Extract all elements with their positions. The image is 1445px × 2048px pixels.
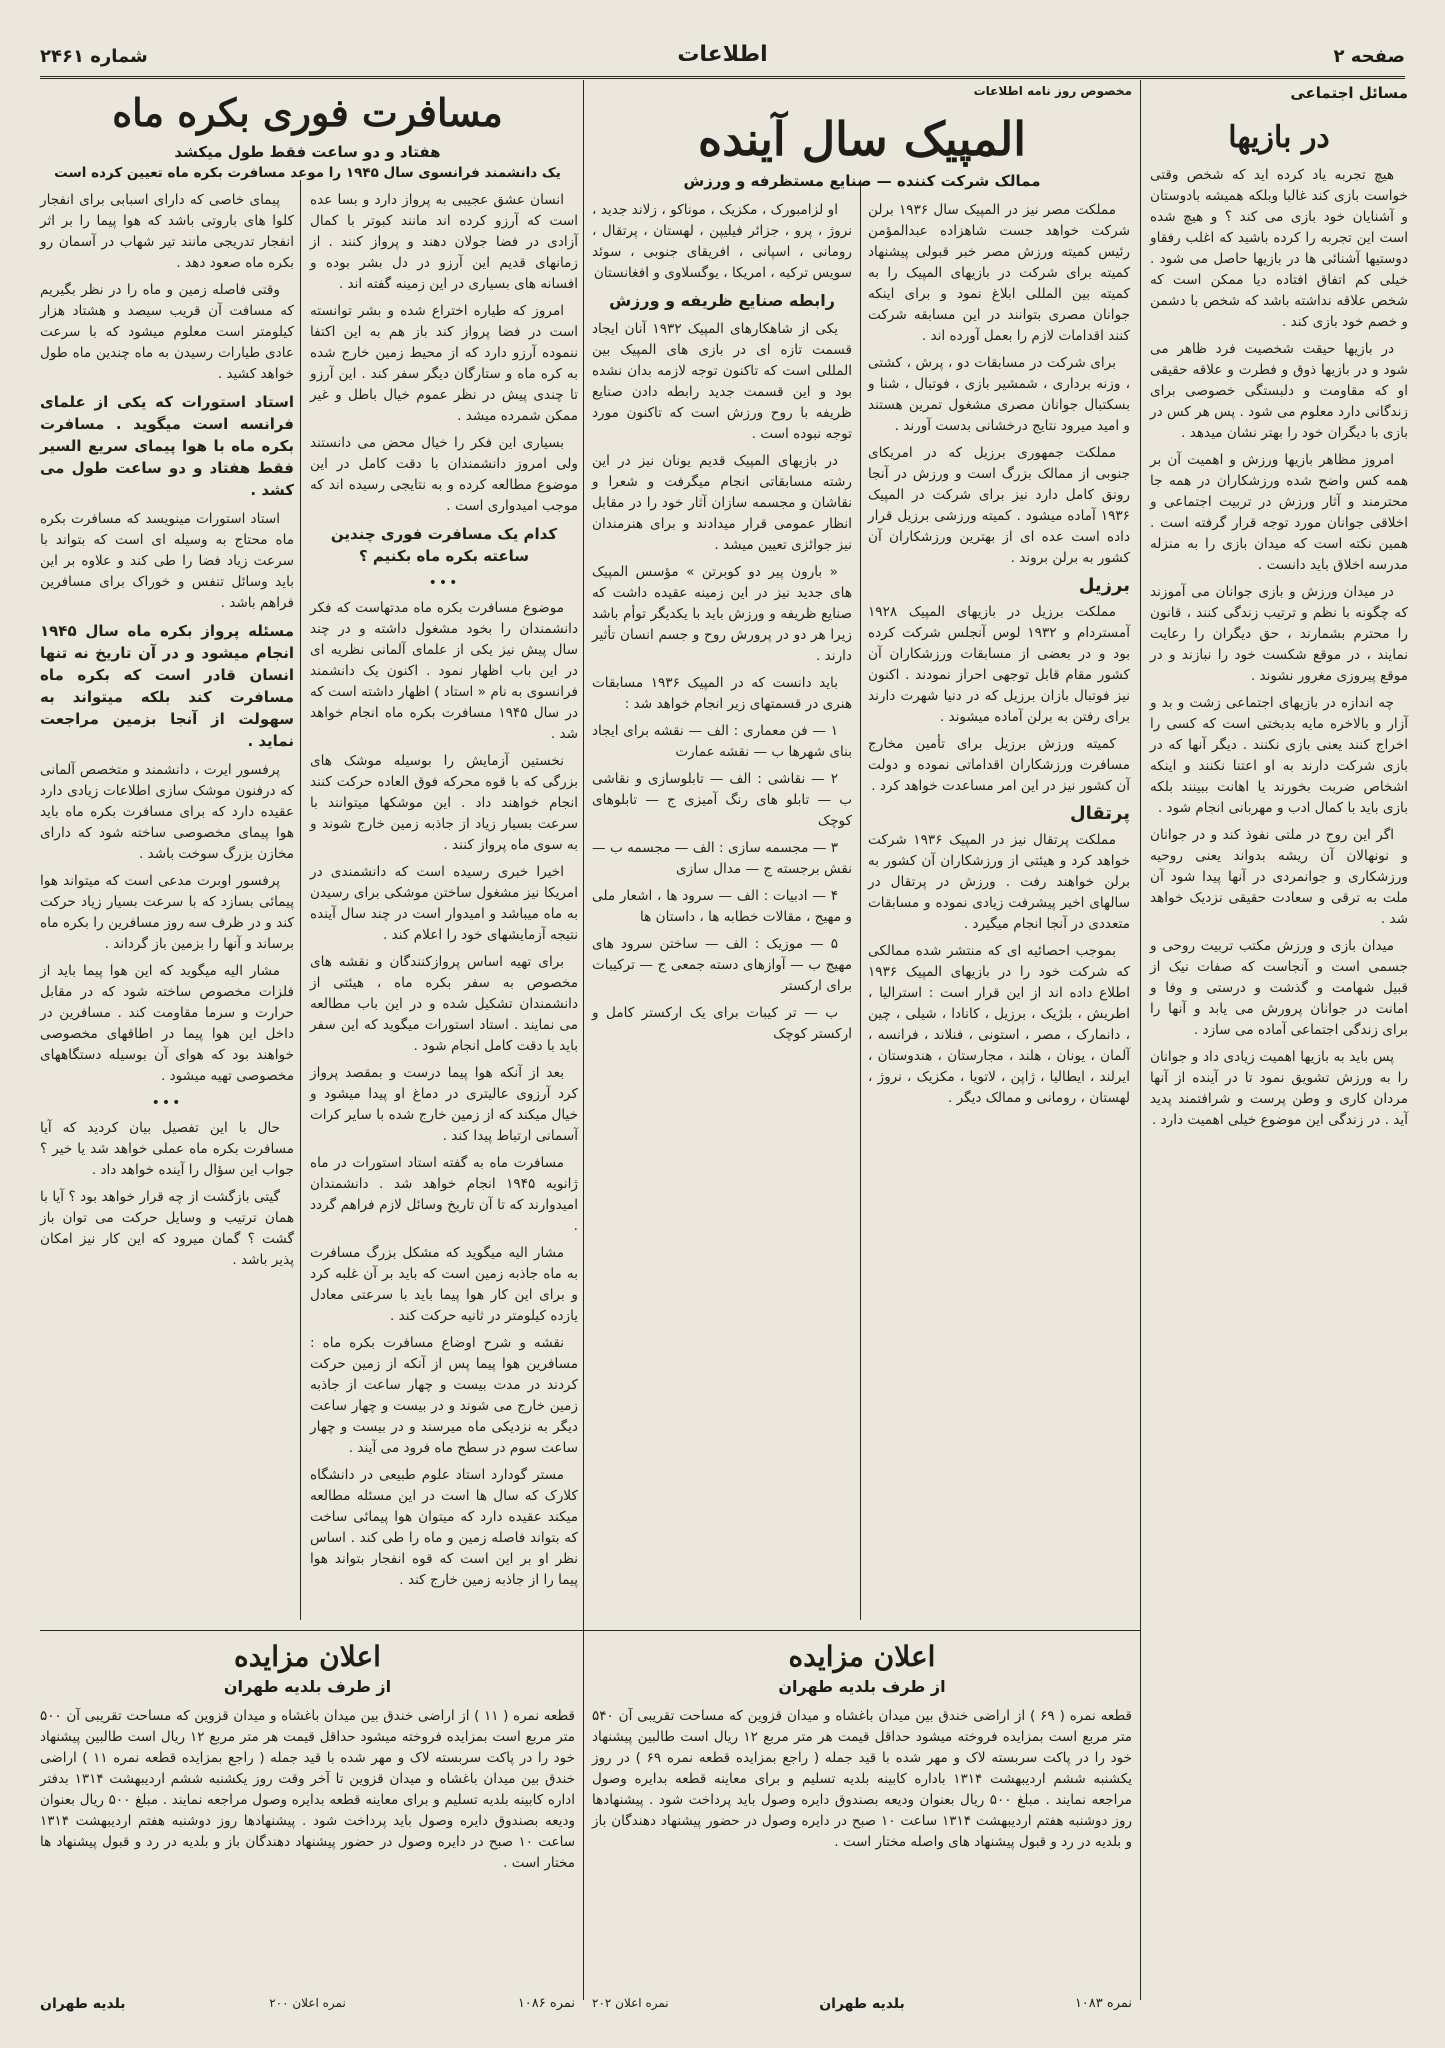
notice-title: اعلان مزایده xyxy=(234,1640,381,1673)
paragraph: مسافرت ماه به گفته استاد استورات در ماه ژانویه ۱۹۴۵ انجام خواهد شد . دانشمندان امیدوارند که تا آن تاریخ وسائل لازم فراهم گردد . xyxy=(310,1155,578,1234)
paragraph: بسیاری این فکر را خیال محض می دانستند ولی امروز دانشمندان با دقت کامل در این موضوع مطالعه کرده و به نتایجی رسیده اند که موجب امیدواری است . xyxy=(310,435,578,514)
section-head-arts: رابطه صنایع ظریفه و ورزش xyxy=(609,291,835,310)
moon-article xyxy=(40,84,575,181)
paragraph: برای شرکت در مسابقات دو ، پرش ، کشتی ، وزنه برداری ، شمشیر بازی ، فوتبال ، شنا و بسکتبال جوانان مصری مشغول تمرین هستند و امید میرود نتایج درخشانی بدست آورند . xyxy=(868,355,1130,434)
paragraph: پرفسور اوبرت مدعی است که میتواند هوا پیمائی بسازد که با سرعت بسیار زیاد حرکت کند و در ظرف سه روز مسافرین را بکره ماه برساند و آنها را بزمین باز گرداند . xyxy=(40,873,294,952)
paragraph: نقشه و شرح اوضاع مسافرت بکره ماه : مسافرین هوا پیما پس از آنکه از زمین حرکت کردند در مدت بیست و چهار ساعت از جاذبه زمین خارج می شوند و در بیست و چهار ساعت دیگر به نزدیکی ماه میرسند و در بیست و چهار ساعت سوم در سطح ماه فرود می آیند . xyxy=(310,1335,578,1456)
paragraph: او لزامبورک ، مکزیک ، موناکو ، زلاند جدید ، نروژ ، پرو ، جزائر فیلیپن ، لهستان ، پرتقال ، رومانی ، اسپانی ، افریقای جنوبی ، سوئد سویس ترکیه ، امریکا ، یوگسلاوی و افغانستان xyxy=(592,202,852,281)
paragraph: یکی از شاهکارهای المپیک ۱۹۳۲ آنان ایجاد قسمت تازه ای در بازی های المپیک بین المللی است که تاکنون توجه لازمه بدان نشده بود و این قسمت جدید رابطه دادن صنایع ظریفه با روح ورزش است که تاکنون مورد توجه نبوده است . xyxy=(592,321,852,442)
paragraph: گیتی بازگشت از چه قرار خواهد بود ؟ آیا با همان ترتیب و وسایل حرکت می توان باز گشت ؟ گمان میرود که این کار نیز امکان پذیر باشد . xyxy=(40,1189,294,1268)
auction-notice-right xyxy=(592,1640,1132,2020)
section-rule xyxy=(40,1630,1140,1631)
article-body xyxy=(1150,165,1408,1131)
masthead xyxy=(40,40,1405,79)
paragraph: امروز مظاهر بازیها ورزش و اهمیت آن بر همه کس واضح شده ورزشکاران در همه جا محترمند و آثار ورزش در تربیت اجتماعی و اخلاقی جوانان مورد توجه قرار گرفته است . همین نکته است که میدان بازی را به منزله مدرسه اخلاق باید دانست . xyxy=(1150,452,1408,573)
highlight-text: مسئله پرواز بکره ماه سال ۱۹۴۵ انجام میشود و در آن تاریخ نه تنها انسان قادر است که بکره ماه مسافرت کند بلکه میتواند به سهولت از آنجا بزمین مراجعت نماید . xyxy=(40,622,294,750)
notice-subtitle: از طرف بلدیه طهران xyxy=(223,1677,392,1696)
column-rule xyxy=(1140,80,1141,2000)
list-item: ۵ — موزیک : الف — ساختن سرود های مهیج ب — آوازهای دسته جمعی ج — ترکیبات برای ارکستر xyxy=(592,936,852,994)
list-item: ۲ — نقاشی : الف — تابلوسازی و نقاشی ب — تابلو های رنگ آمیزی ج — تابلوهای کوچک xyxy=(592,771,852,829)
notice-ad-number: نمره اعلان ۲۰۰ xyxy=(269,1996,346,2010)
highlight-text: کدام یک مسافرت فوری چندین ساعته بکره ماه بکنیم ؟ xyxy=(330,525,558,565)
section-head-portugal: پرتقال xyxy=(1069,803,1130,824)
olympic-column-right xyxy=(868,200,1130,1115)
paragraph: « بارون پیر دو کوبرتن » مؤسس المپیک های جدید نیز در این زمینه عقیده داشت که صنایع ظریفه و ورزش باید با یکدیگر توأم باشد زیرا هر دو در پرورش روح و جسم انسان تأثیر دارند . xyxy=(592,564,852,664)
section-divider: ••• xyxy=(151,1095,183,1111)
paragraph: مملکت پرتقال نیز در المپیک ۱۹۳۶ شرکت خواهد کرد و هیئتی از ورزشکاران آن کشور به برلن خواهند رفت . ورزش در پرتقال در سالهای اخیر پیشرفت زیادی نموده و مسابقات متعددی در آنجا انجام میگیرد . xyxy=(868,832,1130,932)
list-item: ب — تر کیبات برای یک ارکستر کامل و ارکستر کوچک xyxy=(592,1005,852,1042)
notice-number: نمره ۱۰۸۳ xyxy=(1074,1996,1132,2011)
paragraph: چه اندازه در بازیهای اجتماعی زشت و بد و آزار و بالاخره مایه بدبختی است که کسی را اخراج کنند یعنی بازی نکنند . دیگر آنها که در بازی شرکت دارند به او اعتنا نکنند و اینکه اشخاص ضربت بخورند یا اهانت ببینند بلکه بازی باید با کمال ادب و مهربانی انجام شود . xyxy=(1150,695,1408,816)
list-item: ۱ — فن معماری : الف — نقشه برای ایجاد بنای شهرها ب — نقشه عمارت xyxy=(592,723,852,760)
paragraph: کمیته ورزش برزیل برای تأمین مخارج مسافرت ورزشکاران اقداماتی نموده و دولت آن کشور نیز در این امر مساعدت خواهد کرد . xyxy=(868,736,1130,794)
paragraph: وقتی فاصله زمین و ماه را در نظر بگیریم که مسافت آن قریب سیصد و هشتاد هزار کیلومتر است معلوم میشود که با سرعت عادی طیارات رسیدن به ماه چندین ماه طول خواهد کشید . xyxy=(40,282,294,382)
column-rule xyxy=(300,180,301,1620)
moon-column-left xyxy=(40,190,294,1277)
article-subtitle: ممالک شرکت کننده — صنایع مستظرفه و ورزش xyxy=(683,172,1041,190)
paragraph: اگر این روح در ملتی نفوذ کند و در جوانان و نونهالان آن ریشه بدواند یعنی روحیه ورزشکاری و جوانمردی در آنها پیدا شود آن ملت به ترقی و سعادت حقیقی نزدیک خواهد شد . xyxy=(1150,827,1408,927)
column-rule xyxy=(860,180,861,1620)
notice-body: قطعه نمره ( ۱۱ ) از اراضی خندق بین میدان باغشاه و میدان قزوین که مساحت تقریبی آن ۵۰۰ متر مربع است بمزایده فروخته میشود حداقل قیمت هر متر مربع ۱۲ ریال است طالبین پیشنهاد خود را در پاکت سربسته لاک و مهر شده با قید جمله ( راجع بمزایده قطعه نمره ۱۱ ) اراضی خندق بین میدان باغشاه و میدان قزوین تا آخر وقت روز یکشنبه ششم اردیبهشت ۱۳۱۴ بدفتر اداره کابینه بلدیه تسلیم و برای معاینه قطعه بدایره وصول مراجعه نمایند . مبلغ ۵۰۰ ریال بعنوان ودیعه بصندوق دایره وصول باید پرداخت شود . پیشنهادها روز دوشنبه هفتم اردیبهشت ۱۳۱۴ ساعت ۱۰ صبح در دایره وصول در حضور پیشنهاد دهندگان باز و بلدیه در رد و قبول پیشنهاد ها مختار است . xyxy=(40,1708,576,1871)
notice-number: نمره ۱۰۸۶ xyxy=(517,1996,575,2011)
paragraph: حال با این تفصیل بیان کردید که آیا مسافرت بکره ماه عملی خواهد شد یا خیر ؟ جواب این سؤال را آینده خواهد داد . xyxy=(40,1120,294,1178)
article-title: مسافرت فوری بکره ماه xyxy=(112,90,503,135)
paragraph: موضوع مسافرت بکره ماه مدتهاست که فکر دانشمندان را بخود مشغول داشته و در چند سال پیش نیز یکی از علمای آلمانی نظریه ای در این باب اظهار نمود . اکنون یک دانشمند فرانسوی به نام « استاد ) اظهار داشته است که در سال ۱۹۴۵ مسافرت بکره ماه انجام خواهد شد . xyxy=(310,600,578,742)
column-kicker: مسائل اجتماعی xyxy=(1290,84,1408,102)
paragraph: امروز که طیاره اختراع شده و بشر توانسته است در فضا پرواز کند باز هم به این اکتفا ننموده آرزو دارد که از محیط زمین خارج شده به کره ماه و ستارگان دیگر سفر کند . این آرزو تا چندی پیش در نظر عموم خیال باطل و غیر ممکن شمرده میشد . xyxy=(310,303,578,424)
paragraph: برای تهیه اساس پروازکنندگان و نقشه های مخصوص به سفر بکره ماه ، هیئتی از دانشمندان تشکیل شده و در این باب مطالعه می نمایند . استاد استورات میگوید که این سفر باید با دقت کامل انجام شود . xyxy=(310,954,578,1054)
article-subtitle-2: یک دانشمند فرانسوی سال ۱۹۴۵ را موعد مسافرت بکره ماه تعیین کرده است xyxy=(54,165,561,181)
article-kicker: مخصوص روز نامه اطلاعات xyxy=(973,84,1132,98)
auction-notice-left xyxy=(40,1640,575,2020)
social-issues-column xyxy=(1150,84,1408,1137)
paragraph: بموجب احصائیه ای که منتشر شده ممالکی که شرکت خود را در بازیهای المپیک ۱۹۳۶ اطلاع داده اند از این قرار است : استرالیا ، اطریش ، بلژیک ، برزیل ، کانادا ، شیلی ، چین ، دانمارک ، مصر ، استونی ، فنلاند ، فرانسه ، آلمان ، یونان ، هلند ، مجارستان ، هندوستان ، ایرلند ، ایطالیا ، ژاپن ، لاتویا ، مکزیک ، نروژ ، لهستان ، رومانی و ممالک دیگر . xyxy=(868,943,1130,1106)
paragraph: مملکت برزیل در بازیهای المپیک ۱۹۲۸ آمستردام و ۱۹۳۲ لوس آنجلس شرکت کرده بود و در بعضی از مسابقات ورزشکاران آن کشور مقام قابل توجهی احراز نمودند . اکنون نیز فوتبال بازان برزیل که در دنیا شهرت دارند برای رفتن به برلن آماده میشوند . xyxy=(868,604,1130,725)
paragraph: در بازیها حیقت شخصیت فرد ظاهر می شود و در بازیها ذوق و فطرت و علاقه حقیقی او که مقاومت و دلبستگی خصوصی برای زندگانی دارد معلوم می شود . پس هر کس در بازی با دیگران خود را بهتر نشان میدهد . xyxy=(1150,341,1408,441)
notice-subtitle: از طرف بلدیه طهران xyxy=(778,1677,946,1696)
section-divider: ••• xyxy=(428,575,460,591)
paper-name: اطلاعات xyxy=(677,42,768,67)
paragraph: مشار الیه میگوید که مشکل بزرگ مسافرت به ماه جاذبه زمین است که باید بر آن غلبه کرد و برای این کار هوا پیما باید با سرعتی معادل یازده کیلومتر در ثانیه حرکت کند . xyxy=(310,1245,578,1324)
paragraph: پرفسور ایرت ، دانشمند و متخصص آلمانی که درفنون موشک سازی اطلاعات زیادی دارد عقیده دارد که برای مسافرت بکره ماه باید هوا پیمای مخصوصی ساخته شود که دارای مخازن بزرگ سوخت باشد . xyxy=(40,762,294,862)
paragraph: باید دانست که در المپیک ۱۹۳۶ مسابقات هنری در قسمتهای زیر انجام خواهد شد : xyxy=(592,675,852,712)
list-item: ۳ — مجسمه سازی : الف — مجسمه ب — نقش برجسته ج — مدال سازی xyxy=(592,840,852,877)
notice-body: قطعه نمره ( ۶۹ ) از اراضی خندق بین میدان باغشاه و میدان قزوین که مساحت تقریبی آن ۵۴۰ متر مربع است بمزایده فروخته میشود حداقل قیمت هر متر مربع ۱۲ ریال است طالبین پیشنهاد خود را در پاکت سربسته لاک و مهر شده با قید جمله ( راجع بمزایده قطعه نمره ۶۹ ) در روز یکشنبه ششم اردیبهشت ۱۳۱۴ باداره کابینه بلدیه تسلیم و برای معاینه قطعه بدایره وصول مراجعه نمایند . مبلغ ۵۰۰ ریال بعنوان ودیعه بصندوق دایره وصول باید پرداخت شود . پیشنهادها روز دوشنبه هفتم اردیبهشت ۱۳۱۴ ساعت ۱۰ صبح در دایره وصول در حضور پیشنهاد دهندگان باز و بلدیه در رد و قبول پیشنهاد های واصله مختار است . xyxy=(592,1708,1133,1850)
notice-signature: بلدیه طهران xyxy=(819,1996,905,2012)
highlight-text: استاد استورات که یکی از علمای فرانسه است میگوید . مسافرت بکره ماه با هوا پیمای سریع السیر فقط هفتاد و دو ساعت طول می کشد . xyxy=(40,393,294,499)
paragraph: مشار الیه میگوید که این هوا پیما باید از فلزات مخصوص ساخته شود که در مقابل حرارت و سرما مقاومت کند . مسافرین در داخل این هوا پیما در اطاقهای مخصوصی خواهند بود که هوای آن بوسیله دستگاههای مخصوصی تهیه میشود . xyxy=(40,963,294,1084)
article-subtitle: هفتاد و دو ساعت فقط طول میکشد xyxy=(174,143,441,161)
paragraph: در میدان ورزش و بازی جوانان می آموزند که چگونه با نظم و ترتیب زندگی کنند ، قانون را محترم بشمارند ، حق دیگران را رعایت نمایند ، در موقع شکست خود را نبازند و در موقع پیروزی مغرور نشوند . xyxy=(1150,584,1408,684)
page-number: صفحه ۲ xyxy=(1333,46,1405,67)
paragraph: مستر گودارد استاد علوم طبیعی در دانشگاه کلارک که سال ها است در این مسئله مطالعه میکند عقیده دارد که میتوان هوا پیمائی ساخت که بتواند فاصله زمین و ماه را طی کند . اساس نظر او بر این است که قوه انفجار بتواند هوا پیما را از جاذبه زمین خارج کند . xyxy=(310,1467,578,1588)
paragraph: پیمای خاصی که دارای اسبابی برای انفجار کلوا های باروتی باشد که هوا پیما را بر اثر انفجار تدریجی مانند تیر شهاب در آسمان رو بکره ماه صعود دهد . xyxy=(40,192,294,271)
article-title: المپیک سال آینده xyxy=(697,112,1027,166)
section-head-brazil: برزیل xyxy=(1078,575,1130,596)
paragraph: استاد استورات مینویسد که مسافرت بکره ماه محتاج به وسیله ای است که بتواند با سرعت زیاد فضا را طی کند و علاوه بر این باید وسائل تنفس و خوراک برای مسافرین فراهم باشد . xyxy=(40,511,294,611)
paragraph: مملکت جمهوری برزیل که در امریکای جنوبی از ممالک بزرگ است و ورزش در آنجا رونق کامل دارد نیز برای شرکت در المپیک ۱۹۳۶ آماده میشود . کمیته ورزشی برزیل قرار داده است عده ای از بهترین ورزشکاران آن کشور به برلن بروند . xyxy=(868,445,1130,566)
paragraph: اخیرا خبری رسیده است که دانشمندی در امریکا نیز مشغول ساختن موشکی برای رسیدن به ماه میباشد و امیدوار است در چند سال آینده نتیجه آزمایشهای خود را اعلام کند . xyxy=(310,864,578,943)
olympic-article xyxy=(592,84,1132,190)
issue-number: شماره ۲۴۶۱ xyxy=(40,46,148,67)
notice-title: اعلان مزایده xyxy=(788,1640,936,1673)
paragraph: در بازیهای المپیک قدیم یونان نیز در این رشته مسابقاتی انجام میگرفت و شعرا و نقاشان و مجسمه سازان آثار خود را در مقابل انظار عمومی قرار میدادند و برای هنرمندان نیز جوائزی تعیین میشد . xyxy=(592,453,852,553)
paragraph: پس باید به بازیها اهمیت زیادی داد و جوانان را به ورزش تشویق نمود تا در آینده از آنها مردان کاری و وطن پرست و شرافتمند پدید آید . در زندگی این موضوع خیلی اهمیت دارد . xyxy=(1150,1049,1408,1128)
article-title: در بازیها xyxy=(1228,120,1330,155)
paragraph: میدان بازی و ورزش مکتب تربیت روحی و جسمی است و آنجاست که صفات نیک از قبیل شهامت و گذشت و درستی و وفا و امانت در جوانان پرورش می یابد و آنها را برای زندگی اجتماعی آماده می سازد . xyxy=(1150,938,1408,1038)
column-rule xyxy=(583,80,584,2000)
notice-ad-number: نمره اعلان ۲۰۲ xyxy=(592,1996,669,2010)
paragraph: انسان عشق عجیبی به پرواز دارد و بسا عده است که آرزو کرده اند مانند کبوتر با کمال آزادی در فضا جولان دهند و پرواز کنند . از زمانهای قدیم این آرزو در دل بشر بوده و افسانه های بسیاری در این زمینه گفته اند . xyxy=(310,192,578,292)
paragraph: بعد از آنکه هوا پیما درست و بمقصد پرواز کرد آرزوی عالیتری در دماغ او پیدا میشود و خیال میکند که از زمین خارج شده با سایر کرات آسمانی ارتباط پیدا کند . xyxy=(310,1065,578,1144)
paragraph: نخستین آزمایش را بوسیله موشک های بزرگی که با قوه محرکه فوق العاده حرکت کنند انجام خواهند داد . این موشکها میتوانند با سرعت بسیار زیاد از جاذبه زمین خارج شوند و به سوی ماه پرواز کنند . xyxy=(310,753,578,853)
olympic-column-left xyxy=(592,200,852,1051)
list-item: ۴ — ادبیات : الف — سرود ها ، اشعار ملی و مهیج ، مقالات خطابه ها ، داستان ها xyxy=(592,888,852,925)
notice-signature: بلدیه طهران xyxy=(40,1996,126,2012)
moon-column-right xyxy=(310,190,578,1597)
paragraph: هیچ تجربه یاد کرده اید که شخص وقتی خواست بازی کند غالبا وبلکه همیشه بادوستان و آشنایان خود بازی می کند ؟ و هیچ شده است این تجربه را کرده باشید که اغلب رفقاو دوستیها آشنائی ها در بازیها حاصل می شود . خیلی کم اتفاق افتاده دیا ممکن است که شخص علاقه نداشته باشد که شخص با دشمن و خصم خود بازی کند . xyxy=(1150,167,1408,330)
paragraph: مملکت مصر نیز در المپیک سال ۱۹۳۶ برلن شرکت خواهد جست شاهزاده عبدالمؤمن رئیس کمیته ورزش مصر خبر قبولی پیشنهاد کمیته برای شرکت در بازیهای المپیک را به کمیته بین المللی ابلاغ نمود و برای اینکه جوانان مصری بتوانند در این مسابقه شرکت کنند اقدامات لازم را بعمل آورده اند . xyxy=(868,202,1130,344)
